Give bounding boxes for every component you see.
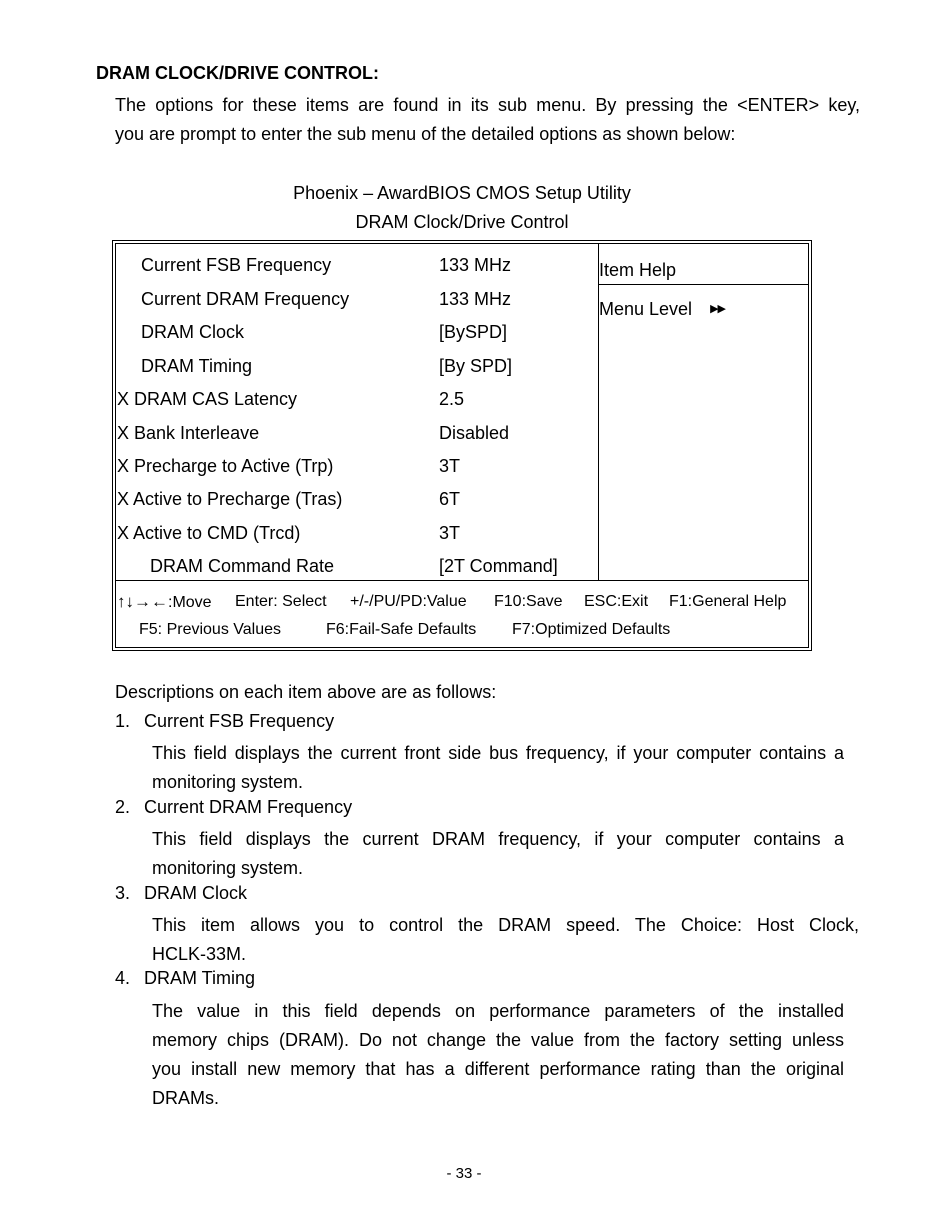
setting-label-current-fsb-frequency[interactable]: Current FSB Frequency [131,255,332,275]
setting-value-dram-cas-latency: 2.5 [439,389,465,409]
key-optimized-defaults: F7:Optimized Defaults [512,621,671,638]
body-line: monitoring system. [152,858,304,878]
body-line: This field displays the current DRAM frequency, if your computer contains a [152,829,844,849]
item-number: 2. [115,797,131,817]
page-number: - 33 - [446,1165,482,1182]
body-line: This field displays the current front side bus frequency, if your computer contains a [152,743,844,763]
descriptions-heading: Descriptions on each item above are as follows: [115,682,497,702]
setting-label-bank-interleave: X Bank Interleave [117,423,260,443]
setting-label-dram-clock[interactable]: DRAM Clock [131,322,245,342]
intro-paragraph [115,91,860,149]
setting-label-dram-cas-latency: X DRAM CAS Latency [117,389,298,409]
bios-screen-title: DRAM Clock/Drive Control [355,212,569,232]
item-help-title: Item Help [599,260,677,280]
menu-level [599,299,725,320]
key-previous-values: F5: Previous Values [139,621,281,638]
setting-value-precharge-to-active: 3T [439,456,461,476]
body-line: HCLK-33M. [152,944,247,964]
description-item-body [152,997,844,1113]
key-move: :Move [168,594,212,611]
body-line: The value in this field depends on performance parameters of the installed [152,1001,844,1021]
item-number: 1. [115,711,131,731]
key-help-line-1 [117,592,212,612]
body-line: memory chips (DRAM). Do not change the value from the factory setting unless [152,1030,844,1050]
setting-label-dram-command-rate[interactable]: DRAM Command Rate [135,556,335,576]
body-line: monitoring system. [152,772,304,792]
item-number: 3. [115,883,131,903]
item-title-text: DRAM Clock [144,883,248,903]
item-number: 4. [115,968,131,988]
description-item-title [115,883,247,904]
body-line: DRAMs. [152,1088,219,1108]
navigation-arrows-icon: ↑↓→← [117,592,168,611]
description-item-title [115,968,255,989]
item-title-text: Current DRAM Frequency [144,797,353,817]
bios-utility-title: Phoenix – AwardBIOS CMOS Setup Utility [293,183,631,203]
key-general-help: F1:General Help [669,593,787,610]
setting-value-bank-interleave: Disabled [439,423,510,443]
key-enter-select: Enter: Select [235,593,327,610]
key-exit: ESC:Exit [584,593,649,610]
setting-value-current-dram-frequency: 133 MHz [439,289,512,309]
description-item-title [115,711,334,732]
setting-value-dram-command-rate[interactable]: [2T Command] [439,556,558,576]
double-right-triangle-icon: ▶▶ [710,302,725,315]
setting-label-active-to-cmd: X Active to CMD (Trcd) [117,523,301,543]
setting-label-current-dram-frequency[interactable]: Current DRAM Frequency [131,289,350,309]
footer-divider [116,580,808,581]
item-title-text: DRAM Timing [144,968,256,988]
setting-label-active-to-precharge: X Active to Precharge (Tras) [117,489,343,509]
setting-value-current-fsb-frequency: 133 MHz [439,255,512,275]
key-save: F10:Save [494,593,563,610]
intro-line: The options for these items are found in its sub menu. By pressing the <ENTER> key, [115,95,860,115]
bios-screen-inner-frame [115,243,809,648]
key-fail-safe-defaults: F6:Fail-Safe Defaults [326,621,477,638]
help-column-divider [598,244,599,580]
setting-value-active-to-precharge: 6T [439,489,461,509]
setting-label-precharge-to-active: X Precharge to Active (Trp) [117,456,334,476]
section-heading: DRAM CLOCK/DRIVE CONTROL: [96,63,379,83]
intro-line: you are prompt to enter the sub menu of the detailed options as shown below: [115,124,736,144]
setting-value-active-to-cmd: 3T [439,523,461,543]
key-value: +/-/PU/PD:Value [350,593,467,610]
setting-value-dram-clock[interactable]: [BySPD] [439,322,508,342]
body-line: This item allows you to control the DRAM speed. The Choice: Host Clock, [152,915,859,935]
help-header-divider [598,284,808,285]
description-item-body [152,825,844,883]
body-line: you install new memory that has a different performance rating than the original [152,1059,844,1079]
menu-level-label: Menu Level [599,299,693,319]
bios-screen-frame [112,240,812,651]
setting-value-dram-timing[interactable]: [By SPD] [439,356,513,376]
description-item-body [152,739,844,797]
item-title-text: Current FSB Frequency [144,711,335,731]
description-item-title [115,797,352,818]
description-item-body [152,911,859,969]
setting-label-dram-timing[interactable]: DRAM Timing [131,356,253,376]
